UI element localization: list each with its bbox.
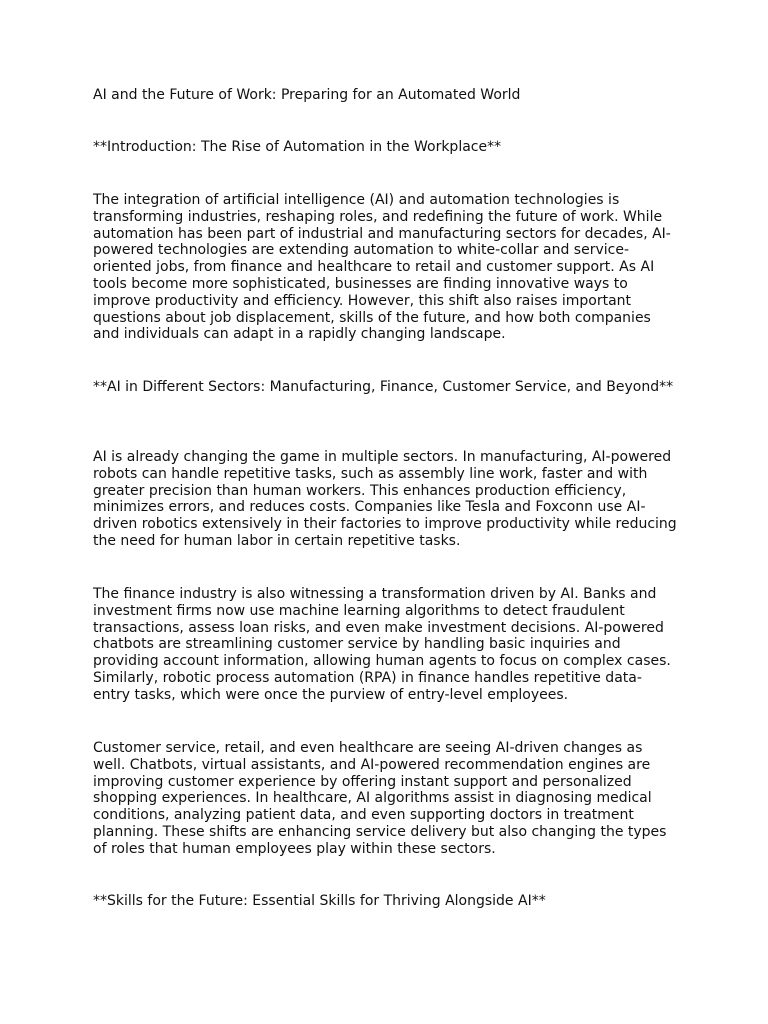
document-title: AI and the Future of Work: Preparing for an Automated World bbox=[93, 87, 521, 103]
paragraph-customer-service: Customer service, retail, and even healthcare are seeing AI-driven changes as well. Chatbots, virtual assistants, and AI-powered recommendation engines are improving customer experience by offering instant support and personalized shopping experiences. In healthcare, AI algorithms assist in diagnosing medical conditions, analyzing patient data, and even supporting doctors in treatment planning. These shifts are enhancing service delivery but also changing the types of roles that human employees play within these sectors. bbox=[93, 740, 667, 857]
heading-sectors: **AI in Different Sectors: Manufacturing, Finance, Customer Service, and Beyond** bbox=[93, 379, 674, 395]
heading-skills: **Skills for the Future: Essential Skills for Thriving Alongside AI** bbox=[93, 893, 546, 909]
paragraph-manufacturing: AI is already changing the game in multiple sectors. In manufacturing, AI-powered robots can handle repetitive tasks, such as assembly line work, faster and with greater precision than human workers. This enhances production efficiency, minimizes errors, and reduces costs. Companies like Tesla and Foxconn use AI-driven robotics extensively in their factories to improve productivity while reducing the need for human labor in certain repetitive tasks. bbox=[93, 449, 677, 549]
paragraph-introduction: The integration of artificial intelligence (AI) and automation technologies is transforming industries, reshaping roles, and redefining the future of work. While automation has been part of industrial and manufacturing sectors for decades, AI-powered technologies are extending automation to white-collar and service-oriented jobs, from finance and healthcare to retail and customer support. As AI tools become more sophisticated, businesses are finding innovative ways to improve productivity and efficiency. However, this shift also raises important questions about job displacement, skills of the future, and how both companies and individuals can adapt in a rapidly changing landscape. bbox=[93, 192, 671, 343]
paragraph-finance: The finance industry is also witnessing a transformation driven by AI. Banks and investment firms now use machine learning algorithms to detect fraudulent transactions, assess loan risks, and even make investment decisions. AI-powered chatbots are streamlining customer service by handling basic inquiries and providing account information, allowing human agents to focus on complex cases. Similarly, robotic process automation (RPA) in finance handles repetitive data-entry tasks, which were once the purview of entry-level employees. bbox=[93, 586, 671, 703]
heading-introduction: **Introduction: The Rise of Automation in the Workplace** bbox=[93, 139, 502, 155]
